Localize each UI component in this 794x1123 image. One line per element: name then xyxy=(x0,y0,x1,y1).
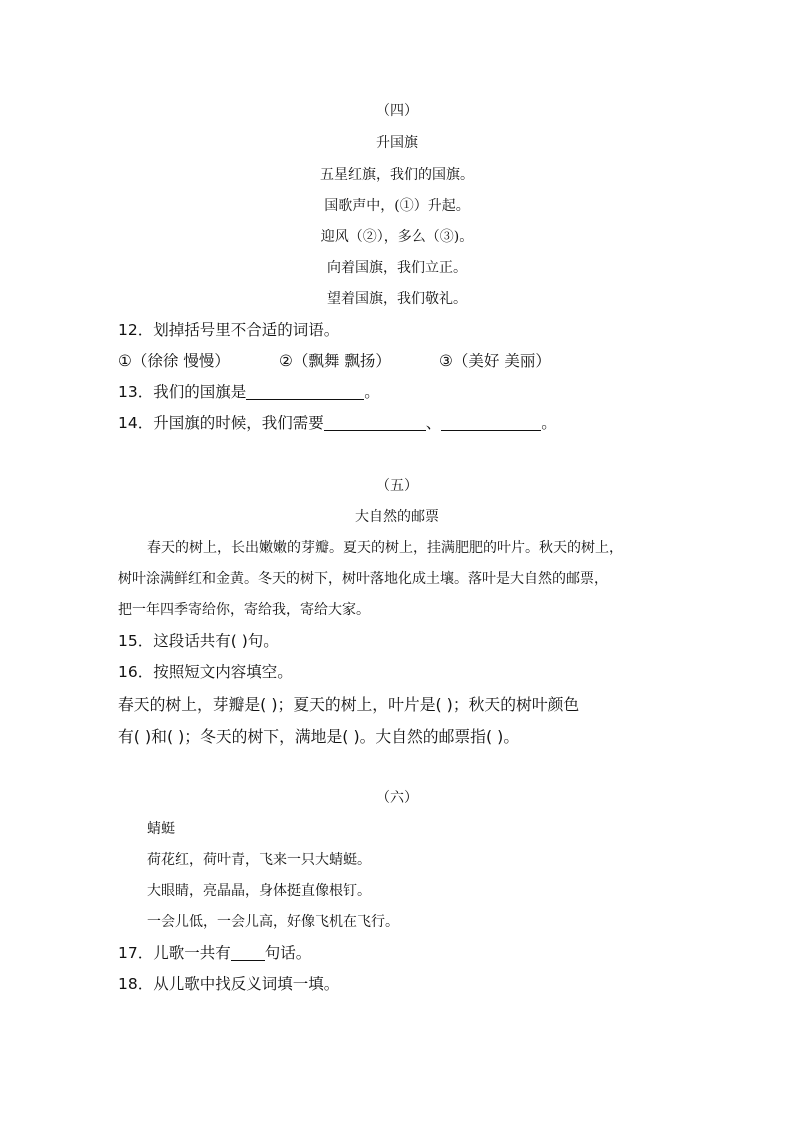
question-12: 12．划掉括号里不合适的词语。 xyxy=(118,321,340,339)
q17-answer-blank[interactable] xyxy=(231,946,265,961)
question-18: 18．从儿歌中找反义词填一填。 xyxy=(118,975,340,993)
q13-answer-blank[interactable] xyxy=(246,385,364,400)
q14-answer-blank-1[interactable] xyxy=(324,416,426,431)
poem-line: 五星红旗，我们的国旗。 xyxy=(320,167,474,183)
paragraph-line: 把一年四季寄给你，寄给我，寄给大家。 xyxy=(118,602,370,618)
q14-prefix: 14．升国旗的时候，我们需要 xyxy=(118,414,324,432)
question-14 xyxy=(118,416,557,432)
poem-line: 大眼睛，亮晶晶，身体挺直像根钉。 xyxy=(147,883,371,899)
q16-line-1: 春天的树上，芽瓣是( )；夏天的树上，叶片是( )；秋天的树叶颜色 xyxy=(118,695,580,714)
q12-option-3: ③（美好 美丽） xyxy=(439,352,551,370)
section-6-heading: （六） xyxy=(376,790,418,806)
q17-suffix: 句话。 xyxy=(264,944,312,962)
question-13 xyxy=(118,385,380,401)
section-4-heading: （四） xyxy=(376,103,418,119)
question-17 xyxy=(118,946,311,962)
q13-suffix: 。 xyxy=(364,383,380,401)
q14-separator: 、 xyxy=(425,414,442,432)
poem-line: 向着国旗，我们立正。 xyxy=(327,260,467,276)
poem-line: 望着国旗，我们敬礼。 xyxy=(327,291,467,307)
q14-answer-blank-2[interactable] xyxy=(441,416,541,431)
section-6-title: 蜻蜓 xyxy=(147,821,175,837)
poem-line: 迎风（②），多么（③)。 xyxy=(320,229,474,245)
section-5-title: 大自然的邮票 xyxy=(355,509,439,525)
q17-prefix: 17．儿歌一共有 xyxy=(118,944,231,962)
poem-line: 一会儿低，一会儿高，好像飞机在飞行。 xyxy=(147,914,399,930)
paragraph-line: 春天的树上，长出嫩嫩的芽瓣。夏天的树上，挂满肥肥的叶片。秋天的树上， xyxy=(147,540,623,556)
q14-suffix: 。 xyxy=(541,414,557,432)
section-4-title: 升国旗 xyxy=(376,135,418,151)
paragraph-line: 树叶涂满鲜红和金黄。冬天的树下，树叶落地化成土壤。落叶是大自然的邮票， xyxy=(118,571,608,587)
poem-line: 荷花红，荷叶青，飞来一只大蜻蜓。 xyxy=(147,852,371,868)
q12-option-1: ①（徐徐 慢慢） xyxy=(118,352,230,370)
section-5-heading: （五） xyxy=(376,478,418,494)
q12-option-2: ②（飘舞 飘扬） xyxy=(279,352,391,370)
question-16: 16．按照短文内容填空。 xyxy=(118,663,293,681)
q13-prefix: 13．我们的国旗是 xyxy=(118,383,247,401)
q16-line-2: 有( )和( )；冬天的树下，满地是( )。大自然的邮票指( )。 xyxy=(118,727,520,746)
question-15: 15．这段话共有( )句。 xyxy=(118,632,279,650)
poem-line: 国歌声中，(①）升起。 xyxy=(324,198,470,214)
